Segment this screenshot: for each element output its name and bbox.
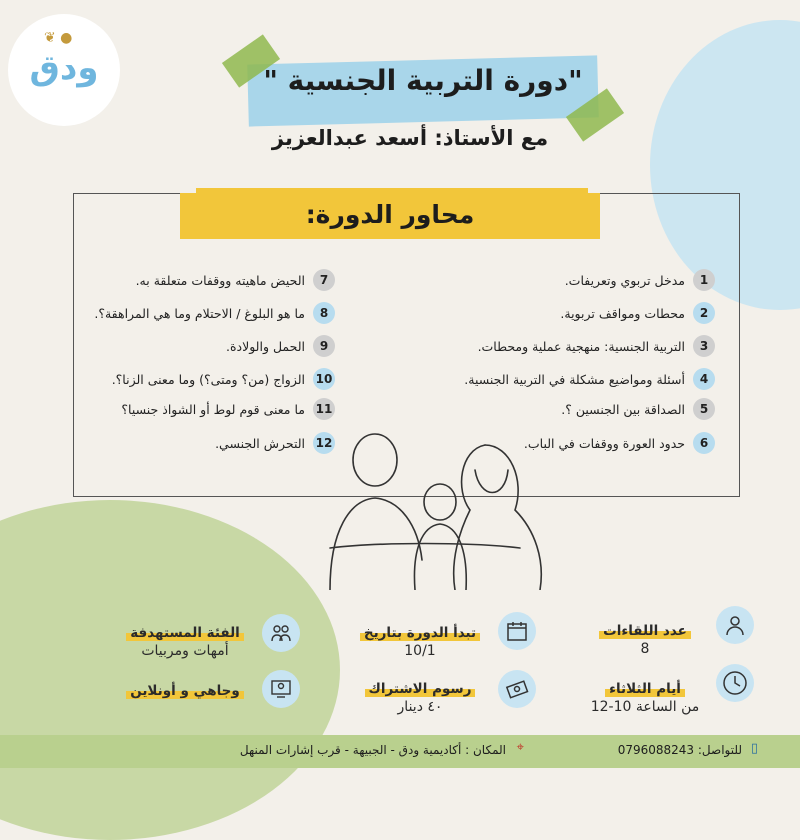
- logo-text: ودق: [29, 48, 99, 88]
- topic-text: ما هو البلوغ / الاحتلام وما هي المراهقة؟.: [94, 305, 305, 321]
- footer-location: المكان : أكاديمية ودق - الجبيهة - قرب إشارات المنهل: [239, 743, 506, 757]
- topic-text: أسئلة ومواضيع مشكلة في التربية الجنسية.: [464, 371, 685, 387]
- money-icon: [498, 670, 536, 708]
- topic-item: [226, 335, 335, 357]
- topic-number: 9: [313, 335, 335, 357]
- sessions-value: 8: [640, 641, 650, 657]
- topic-number: 12: [313, 432, 335, 454]
- topic-text: الحمل والولادة.: [225, 338, 305, 354]
- topic-number: 11: [313, 398, 335, 420]
- topic-item: [136, 269, 335, 291]
- topic-item: [560, 302, 715, 324]
- topic-text: محطات ومواقف تربوية.: [560, 305, 685, 321]
- topic-number: 6: [693, 432, 715, 454]
- logo: [14, 20, 114, 120]
- days-info: [580, 678, 710, 715]
- start-info: [350, 622, 490, 659]
- logo-leaf-icon: ❦ ●: [44, 30, 73, 46]
- family-illustration: [300, 430, 560, 590]
- topic-text: الحيض ماهيته ووقفات متعلقة به.: [135, 272, 305, 288]
- topic-item: [561, 398, 715, 420]
- clock-icon: [716, 664, 754, 702]
- audience-label: الفئة المستهدفة: [126, 625, 244, 641]
- topic-text: مدخل تربوي وتعريفات.: [564, 272, 685, 288]
- topic-number: 8: [313, 302, 335, 324]
- calendar-icon: [498, 612, 536, 650]
- decorative-blob-green: [0, 500, 340, 840]
- days-label: أيام الثلاثاء: [605, 681, 685, 697]
- topic-text: التحرش الجنسي.: [215, 435, 305, 451]
- fee-info: [355, 678, 485, 715]
- topic-item: [94, 302, 335, 324]
- phone-icon: ▯: [750, 741, 758, 756]
- sessions-label: عدد اللقاءات: [599, 623, 691, 639]
- topic-number: 10: [313, 368, 335, 390]
- topic-text: الزواج (من؟ ومتى؟) وما معنى الزنا؟.: [111, 371, 305, 387]
- topic-text: الصداقة بين الجنسين ؟.: [561, 401, 685, 417]
- mode-info: [120, 680, 250, 699]
- topic-text: ما معنى قوم لوط أو الشواذ جنسيا؟: [121, 401, 305, 417]
- days-value: من الساعة 10-12: [590, 699, 700, 715]
- topic-number: 3: [693, 335, 715, 357]
- mode-label: وجاهي و أونلاين: [126, 683, 244, 699]
- fee-label: رسوم الاشتراك: [365, 681, 476, 697]
- start-value: 10/1: [404, 643, 436, 659]
- topic-item: [478, 335, 715, 357]
- topic-text: التربية الجنسية: منهجية عملية ومحطات.: [477, 338, 685, 354]
- audience-value: أمهات ومربيات: [141, 643, 229, 659]
- fee-value: ٤٠ دينار: [397, 699, 443, 715]
- topic-number: 4: [693, 368, 715, 390]
- topic-item: [464, 368, 715, 390]
- sessions-info: [585, 620, 705, 657]
- teacher-name: مع الأستاذ: أسعد عبدالعزيز: [271, 126, 549, 150]
- topic-number: 2: [693, 302, 715, 324]
- topic-text: حدود العورة ووقفات في الباب.: [523, 435, 685, 451]
- topics-heading: محاور الدورة:: [305, 200, 475, 229]
- family-icon: [262, 614, 300, 652]
- online-meeting-icon: [262, 670, 300, 708]
- topic-item: [112, 368, 335, 390]
- person-icon: [716, 606, 754, 644]
- topic-number: 1: [693, 269, 715, 291]
- footer-contact: للتواصل: 0796088243: [617, 743, 742, 757]
- topic-number: 7: [313, 269, 335, 291]
- audience-info: [120, 622, 250, 659]
- location-pin-icon: ⌖: [516, 740, 524, 755]
- start-label: تبدأ الدورة بتاريخ: [360, 625, 480, 641]
- topic-item: [121, 398, 335, 420]
- course-title: "دورة التربية الجنسية ": [263, 64, 583, 97]
- topic-item: [565, 269, 715, 291]
- topic-number: 5: [693, 398, 715, 420]
